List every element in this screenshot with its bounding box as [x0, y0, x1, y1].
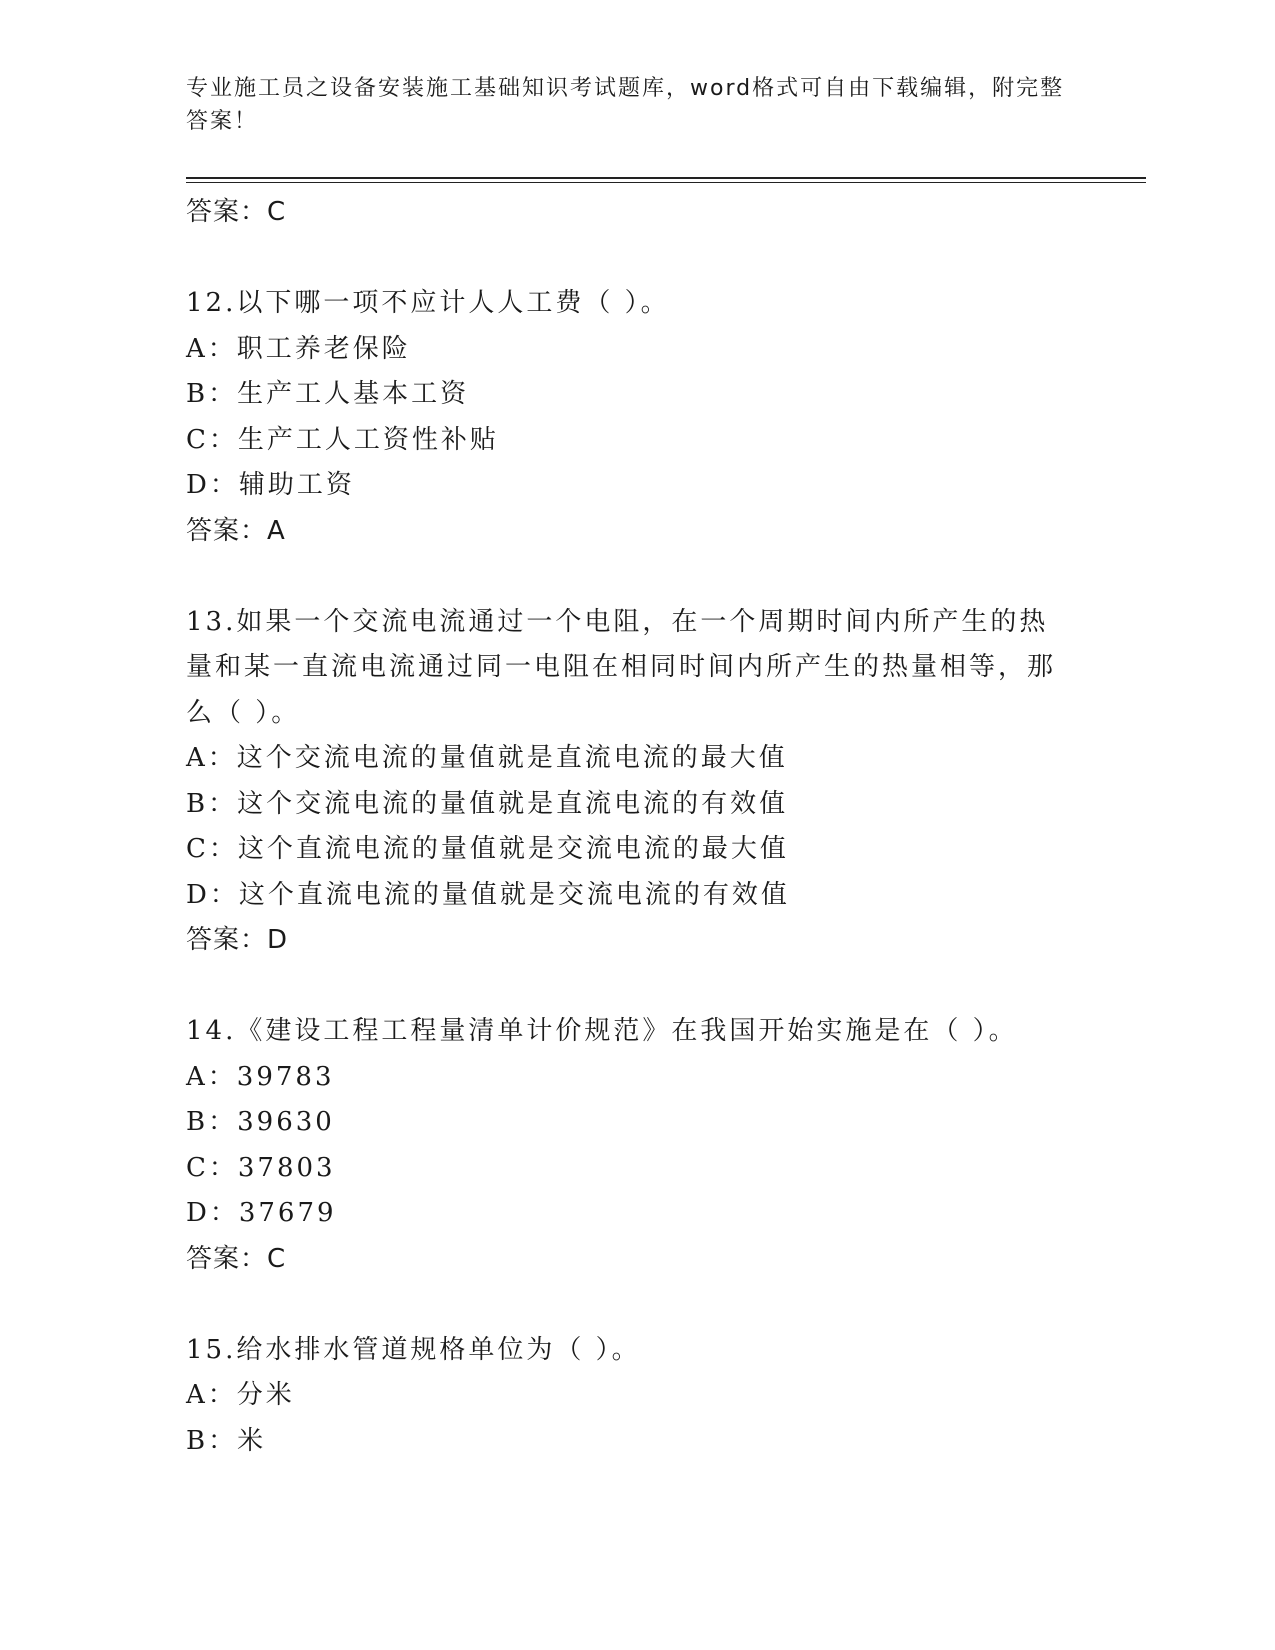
answer-line: 答案：A [186, 515, 286, 546]
option-b: B：这个交流电流的量值就是直流电流的有效值 [186, 788, 789, 819]
question-stem: 15.给水排水管道规格单位为（ ）。 [186, 1334, 641, 1365]
answer-line: 答案：C [186, 1243, 287, 1274]
question-stem: 13.如果一个交流电流通过一个电阻，在一个周期时间内所产生的热量和某一直流电流通过同一电阻在相同时间内所产生的热量相等，那么（ ）。 [186, 606, 1057, 728]
option-b: B：生产工人基本工资 [186, 379, 470, 409]
option-d: D：37679 [186, 1198, 337, 1228]
option-c: C：37803 [186, 1152, 336, 1183]
answer-line: 答案：D [186, 925, 289, 955]
question-block-14 [186, 1009, 1086, 1282]
header-rule-thin [186, 182, 1146, 183]
option-a: A：这个交流电流的量值就是直流电流的最大值 [186, 743, 788, 773]
question-block-13 [186, 600, 1086, 964]
spacer [186, 1282, 1086, 1328]
option-a: A：职工养老保险 [186, 333, 411, 364]
question-list [186, 190, 1086, 1464]
option-a: A：分米 [186, 1380, 295, 1410]
spacer [186, 554, 1086, 600]
option-c: C：生产工人工资性补贴 [186, 424, 499, 455]
document-header: 专业施工员之设备安装施工基础知识考试题库，word格式可自由下载编辑，附完整答案！ [186, 76, 1065, 134]
question-block-12 [186, 281, 1086, 554]
option-c: C：这个直流电流的量值就是交流电流的最大值 [186, 834, 789, 864]
option-b: B：39630 [186, 1107, 335, 1137]
spacer [186, 964, 1086, 1010]
header-rule-thick [186, 177, 1146, 179]
option-a: A：39783 [186, 1061, 335, 1092]
question-block-15 [186, 1328, 1086, 1465]
question-stem: 14.《建设工程工程量清单计价规范》在我国开始实施是在（ ）。 [186, 1016, 1018, 1046]
spacer [186, 236, 1086, 282]
option-d: D：辅助工资 [186, 470, 355, 500]
question-stem: 12.以下哪一项不应计人人工费（ ）。 [186, 288, 670, 318]
option-b: B：米 [186, 1425, 267, 1456]
option-d: D：这个直流电流的量值就是交流电流的有效值 [186, 879, 790, 910]
answer-line: 答案：C [186, 197, 287, 227]
